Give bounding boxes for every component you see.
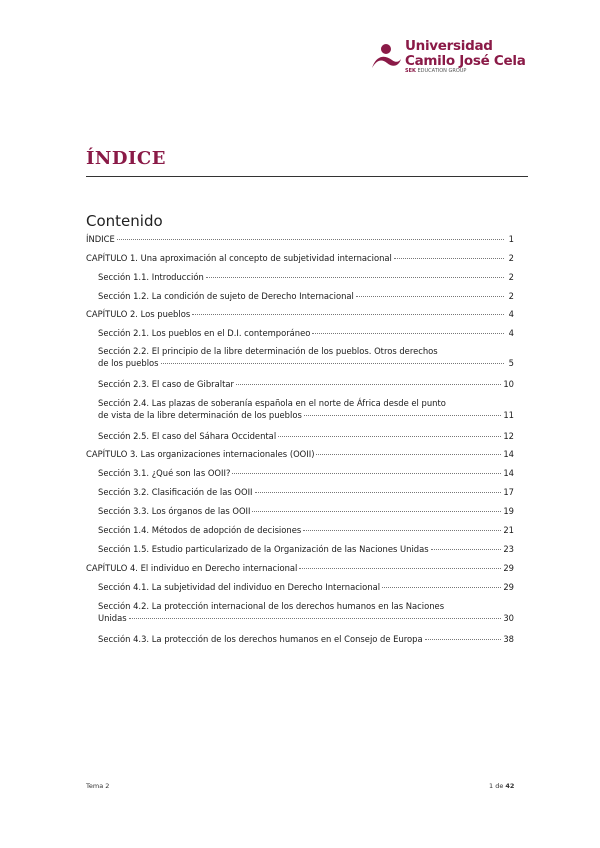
toc-entry-page: 14	[503, 468, 514, 478]
toc-entry-page: 29	[503, 563, 514, 573]
toc-entry-page: 19	[503, 506, 514, 516]
logo-line3	[405, 69, 526, 74]
toc-entry-page: 30	[503, 613, 514, 623]
toc-entry[interactable]	[86, 233, 514, 245]
toc-entry-title: Sección 2.3. El caso de Gibraltar	[98, 379, 234, 389]
toc-entry[interactable]	[86, 252, 514, 264]
toc-leader-dots	[255, 492, 502, 493]
toc-entry-title: Sección 2.5. El caso del Sáhara Occidental	[98, 431, 277, 441]
toc-entry[interactable]	[98, 327, 514, 339]
toc-entry-first-line: Sección 4.2. La protección internacional de los derechos humanos en las Naciones	[98, 601, 445, 611]
toc-leader-dots	[425, 639, 502, 640]
toc-entry-page: 23	[503, 544, 514, 554]
toc-entry-title: Sección 4.3. La protección de los derechos humanos en el Consejo de Europa	[98, 634, 423, 644]
toc-entry[interactable]	[98, 290, 514, 302]
toc-leader-dots	[356, 296, 504, 297]
toc-leader-dots	[304, 415, 502, 416]
toc-entry-page: 1	[508, 234, 514, 244]
footer-page-number	[489, 782, 514, 790]
title-divider	[86, 176, 528, 177]
toc-entry-title: Sección 1.1. Introducción	[98, 272, 204, 282]
toc-leader-dots	[232, 473, 501, 474]
logo-line3-bold: SEK	[405, 68, 416, 74]
toc-entry-page: 4	[508, 328, 514, 338]
footer-page-total: 42	[505, 782, 515, 790]
toc-entry-page: 2	[508, 291, 514, 301]
toc-leader-dots	[316, 454, 501, 455]
toc-leader-dots	[303, 530, 501, 531]
toc-entry-page: 21	[503, 525, 514, 535]
toc-entry[interactable]	[98, 543, 514, 555]
toc-heading: Contenido	[86, 212, 163, 230]
toc-entry-title: CAPÍTULO 4. El individuo en Derecho internacional	[86, 563, 298, 573]
toc-entry[interactable]	[98, 486, 514, 498]
toc-entry-title: Sección 2.1. Los pueblos en el D.I. contemporáneo	[98, 328, 311, 338]
toc-entry[interactable]	[98, 600, 514, 624]
toc-entry-title: Sección 1.4. Métodos de adopción de decisiones	[98, 525, 302, 535]
footer-page-current: 1	[489, 782, 494, 790]
toc-entry-title: de vista de la libre determinación de los pueblos	[98, 410, 302, 420]
toc-leader-dots	[161, 363, 504, 364]
toc-entry[interactable]	[98, 430, 514, 442]
toc-entry[interactable]	[98, 581, 514, 593]
toc-entry-title: Sección 3.2. Clasificación de las OOII	[98, 487, 253, 497]
toc-entry-page: 2	[508, 253, 514, 263]
toc-leader-dots	[117, 239, 504, 240]
toc-entry[interactable]	[98, 467, 514, 479]
toc-leader-dots	[236, 384, 501, 385]
toc-entry[interactable]	[98, 633, 514, 645]
logo-line2: Camilo José Cela	[405, 52, 526, 69]
toc-entry[interactable]	[98, 524, 514, 536]
university-logo	[370, 38, 526, 82]
toc-entry[interactable]	[98, 378, 514, 390]
toc-entry-title: Sección 3.3. Los órganos de las OOII	[98, 506, 251, 516]
toc-entry[interactable]	[86, 562, 514, 574]
page-title: ÍNDICE	[86, 148, 166, 169]
toc-leader-dots	[206, 277, 504, 278]
toc-leader-dots	[299, 568, 501, 569]
toc-entry-first-line: Sección 2.4. Las plazas de soberanía española en el norte de África desde el punto	[98, 398, 446, 408]
toc-entry-title: CAPÍTULO 3. Las organizaciones internacionales (OOII)	[86, 449, 315, 459]
toc-entry[interactable]	[98, 271, 514, 283]
toc-entry-title: Sección 4.1. La subjetividad del individuo en Derecho Internacional	[98, 582, 381, 592]
logo-emblem-icon	[370, 42, 402, 70]
logo-line1: Universidad	[405, 38, 493, 54]
toc-entry-title: Sección 1.2. La condición de sujeto de Derecho Internacional	[98, 291, 354, 301]
toc-entry-page: 29	[503, 582, 514, 592]
toc-entry-title: Sección 1.5. Estudio particularizado de la Organización de las Naciones Unidas	[98, 544, 429, 554]
toc-leader-dots	[431, 549, 502, 550]
toc-entry-title: Sección 3.1. ¿Qué son las OOII?	[98, 468, 231, 478]
toc-entry-title: CAPÍTULO 1. Una aproximación al concepto de subjetividad internacional	[86, 253, 392, 263]
toc-entry[interactable]	[86, 308, 514, 320]
toc-entry-page: 2	[508, 272, 514, 282]
footer-page-of: de	[493, 782, 506, 790]
toc-leader-dots	[394, 258, 504, 259]
toc-entry[interactable]	[98, 505, 514, 517]
toc-leader-dots	[129, 618, 502, 619]
toc-leader-dots	[252, 511, 501, 512]
toc-entry-page: 10	[503, 379, 514, 389]
toc-entry-title: CAPÍTULO 2. Los pueblos	[86, 309, 191, 319]
toc-leader-dots	[192, 314, 504, 315]
toc-entry-page: 17	[503, 487, 514, 497]
toc-entry[interactable]	[86, 448, 514, 460]
toc-entry-title: Unidas	[98, 613, 127, 623]
toc-entry-first-line: Sección 2.2. El principio de la libre determinación de los pueblos. Otros derechos	[98, 346, 438, 356]
toc-leader-dots	[382, 587, 501, 588]
toc-entry-page: 38	[503, 634, 514, 644]
footer-topic: Tema 2	[86, 782, 110, 790]
toc-entry-page: 5	[508, 358, 514, 368]
toc-leader-dots	[312, 333, 504, 334]
toc-entry-page: 4	[508, 309, 514, 319]
toc-entry-title: de los pueblos	[98, 358, 159, 368]
toc-entry-page: 14	[503, 449, 514, 459]
toc-entry[interactable]	[98, 345, 514, 369]
toc-leader-dots	[278, 436, 501, 437]
toc-entry-title: ÍNDICE	[86, 234, 115, 244]
toc-entry[interactable]	[98, 397, 514, 421]
toc-entry-page: 12	[503, 431, 514, 441]
logo-line3-rest: EDUCATION GROUP	[415, 68, 467, 74]
toc-entry-page: 11	[503, 410, 514, 420]
